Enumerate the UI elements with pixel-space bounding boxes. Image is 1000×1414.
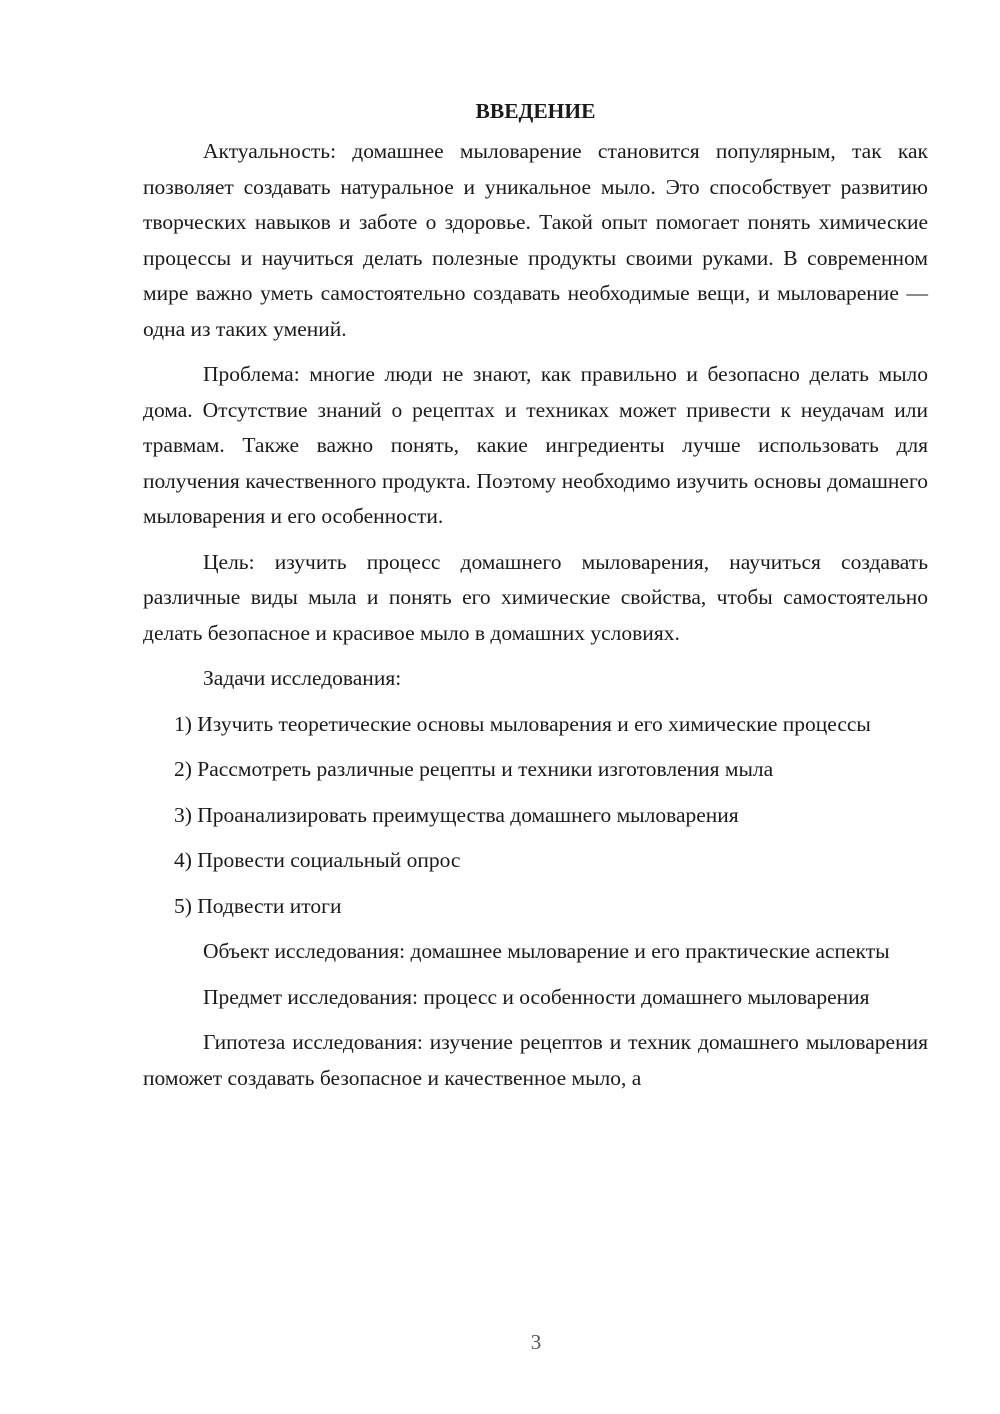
- section-heading: ВВЕДЕНИЕ: [475, 99, 596, 123]
- tasks-list: [143, 707, 928, 925]
- document-page: [143, 96, 928, 1106]
- hypothesis-paragraph: Гипотеза исследования: изучение рецептов и техник домашнего мыловарения поможет создавать безопасное и качественное мыло, а: [143, 1030, 928, 1090]
- tasks-title: Задачи исследования:: [203, 666, 402, 690]
- task-item: 1) Изучить теоретические основы мыловарения и его химические процессы: [174, 711, 871, 736]
- task-item: 5) Подвести итоги: [174, 893, 342, 918]
- problem-paragraph: Проблема: многие люди не знают, как правильно и безопасно делать мыло дома. Отсутствие знаний о рецептах и техниках может привести к неудачам или травмам. Также важно понять, какие ингредиенты лучше использовать для получения качественного продукта. Поэтому необходимо изучить основы домашнего мыловарения и его особенности.: [143, 362, 928, 528]
- object-paragraph: Объект исследования: домашнее мыловарение и его практические аспекты: [203, 939, 890, 963]
- subject-paragraph: Предмет исследования: процесс и особенности домашнего мыловарения: [203, 984, 870, 1009]
- task-item: 2) Рассмотреть различные рецепты и техники изготовления мыла: [174, 757, 774, 781]
- task-item: 4) Провести социальный опрос: [174, 848, 461, 872]
- page-number: 3: [530, 1330, 542, 1354]
- goal-paragraph: Цель: изучить процесс домашнего мыловарения, научиться создавать различные виды мыла и понять его химические свойства, чтобы самостоятельно делать безопасное и красивое мыло в домашних условиях.: [143, 549, 928, 645]
- task-item: 3) Проанализировать преимущества домашнего мыловарения: [174, 802, 739, 827]
- relevance-paragraph: Актуальность: домашнее мыловарение становится популярным, так как позволяет создавать натуральное и уникальное мыло. Это способствует развитию творческих навыков и заботе о здоровье. Такой опыт помогает понять химические процессы и научиться делать полезные продукты своими руками. В современном мире важно уметь самостоятельно создавать необходимые вещи, и мыловарение — одна из таких умений.: [143, 139, 928, 341]
